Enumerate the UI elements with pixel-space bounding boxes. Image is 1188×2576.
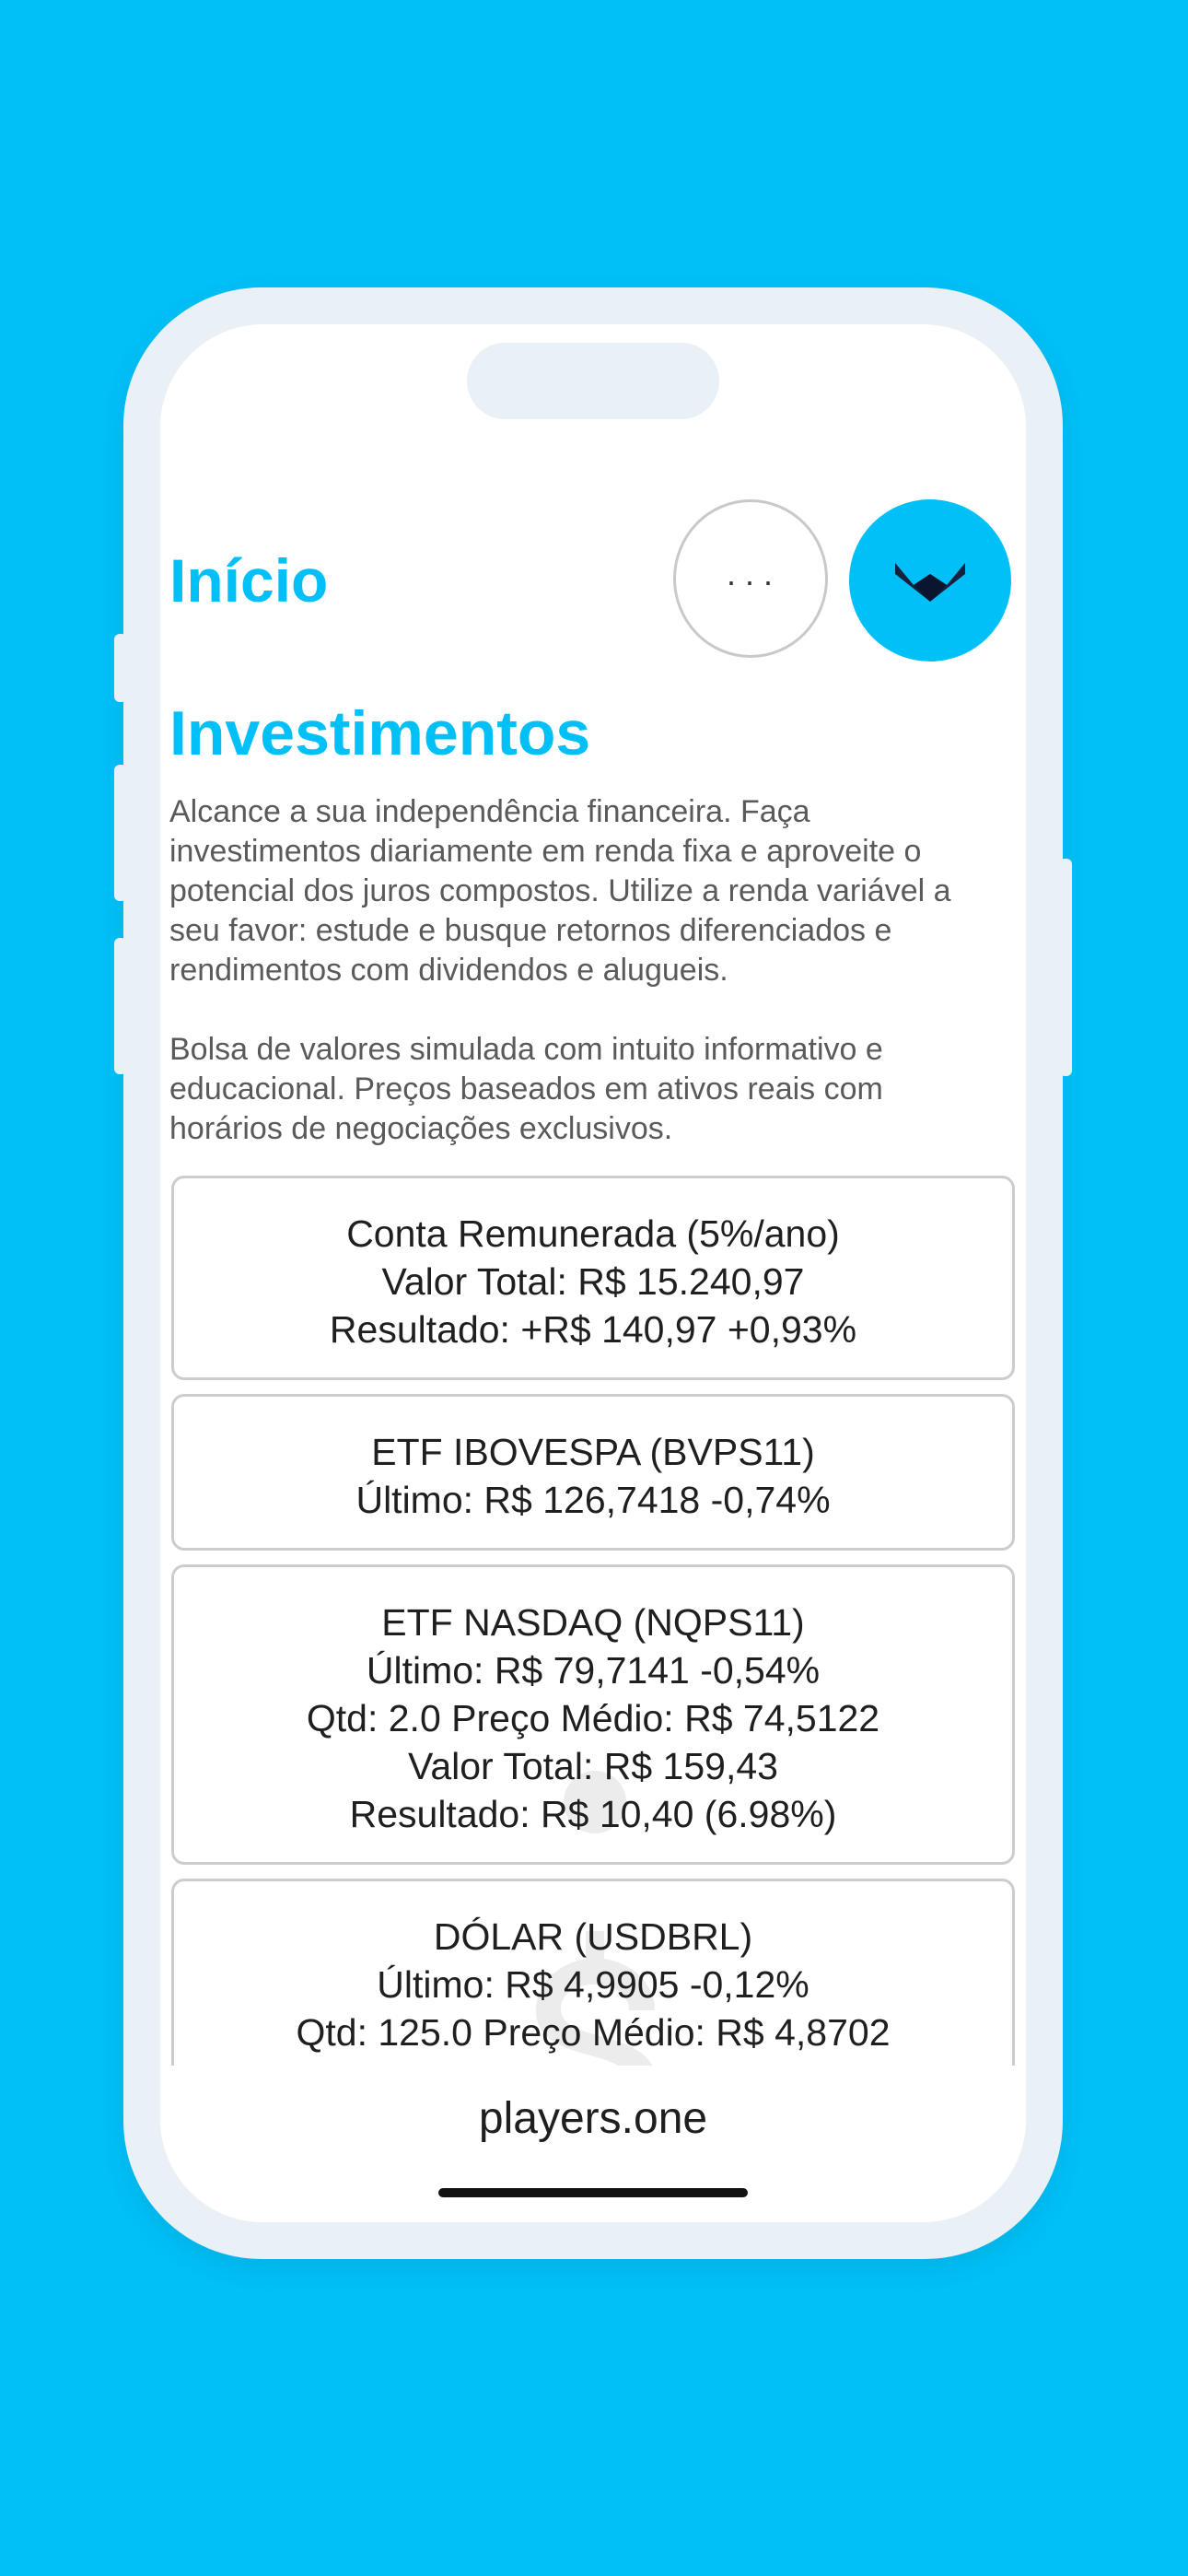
disclaimer-paragraph: Bolsa de valores simulada com intuito informativo e educacional. Preços baseados em ativos reais com horários de negociações exclusivos. <box>169 1032 883 1146</box>
page-title: Início <box>169 546 329 615</box>
investment-card-bvps11[interactable] <box>171 1394 1015 1551</box>
card-name: Conta Remunerada (5%/ano) <box>346 1212 840 1255</box>
card-result: Resultado: R$ 10,40 (6.98%) <box>349 1793 837 1835</box>
more-options-button[interactable] <box>673 499 828 658</box>
intro-text <box>169 792 1003 1188</box>
card-total: Valor Total: R$ 159,43 <box>408 1745 778 1787</box>
mute-switch <box>114 634 127 702</box>
phone-screen <box>160 324 1026 2222</box>
section-title: Investimentos <box>169 698 591 768</box>
players-logo-icon <box>895 557 965 603</box>
investments-list[interactable] <box>171 1176 1015 2066</box>
card-last-price: Último: R$ 79,7141 -0,54% <box>366 1649 821 1692</box>
card-total: Valor Total: R$ 15.240,97 <box>381 1260 805 1303</box>
card-quantity-avg-price: Qtd: 2.0 Preço Médio: R$ 74,5122 <box>306 1697 880 1739</box>
card-quantity-avg-price: Qtd: 125.0 Preço Médio: R$ 4,8702 <box>296 2011 891 2054</box>
volume-down-button <box>114 938 127 1074</box>
volume-up-button <box>114 765 127 901</box>
card-result: Resultado: +R$ 140,97 +0,93% <box>329 1308 857 1351</box>
investment-card-usdbrl[interactable] <box>171 1879 1015 2066</box>
investment-card-nqps11[interactable] <box>171 1564 1015 1865</box>
card-name: ETF IBOVESPA (BVPS11) <box>371 1431 815 1473</box>
footer <box>160 2066 1026 2222</box>
card-last-price: Último: R$ 126,7418 -0,74% <box>355 1479 831 1521</box>
footer-link[interactable]: players.one <box>478 2094 708 2143</box>
ellipsis-icon: ... <box>726 555 782 592</box>
home-indicator[interactable] <box>438 2188 748 2197</box>
card-name: DÓLAR (USDBRL) <box>433 1915 753 1958</box>
logo-button[interactable] <box>849 499 1011 662</box>
intro-paragraph: Alcance a sua independência financeira. Faça investimentos diariamente em renda fixa e aproveite o potencial dos juros compostos. Utilize a renda variável a seu favor: estude e busque retornos diferenciados e rendimentos com dividendos e alugueis. <box>169 794 951 988</box>
card-name: ETF NASDAQ (NQPS11) <box>381 1601 805 1644</box>
power-button <box>1059 859 1072 1076</box>
investment-card-savings[interactable] <box>171 1176 1015 1380</box>
card-last-price: Último: R$ 4,9905 -0,12% <box>377 1963 809 2006</box>
dynamic-island <box>467 343 719 419</box>
